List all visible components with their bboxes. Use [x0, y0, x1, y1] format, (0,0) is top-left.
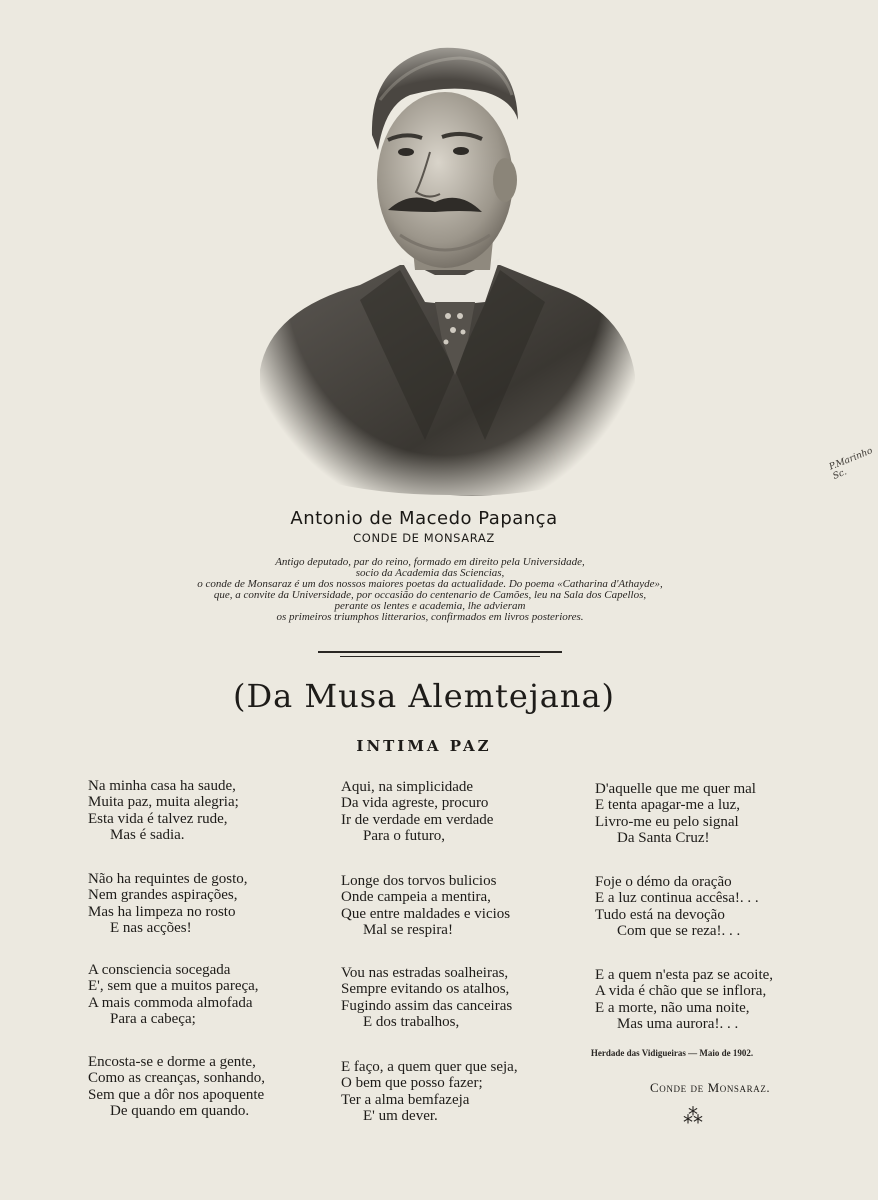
poem-title: INTIMA PAZ	[356, 737, 492, 755]
verse-line: Sempre evitando os atalhos,	[341, 981, 510, 998]
verse-line: Da vida agreste, procuro	[341, 795, 489, 812]
verse-line: E a quem n'esta paz se acoite,	[595, 967, 774, 983]
portrait-engraving	[250, 40, 875, 495]
verse-line: Na minha casa ha saude,	[88, 778, 236, 794]
portrait-name: Antonio de Macedo Papança	[290, 508, 558, 529]
stanza	[88, 962, 338, 1027]
author-signature: Conde de Monsaraz.	[650, 1080, 771, 1095]
bio-line: Antigo deputado, par do reino, formado em direito pela Universidade,	[275, 556, 585, 568]
verse-line: Mas uma aurora!. . .	[617, 1015, 739, 1032]
place-date: Herdade das Vidigueiras — Maio de 1902.	[590, 1048, 754, 1058]
stanza	[341, 965, 591, 1030]
verse-line: O bem que posso fazer;	[341, 1075, 483, 1092]
verse-line: D'aquelle que me quer mal	[595, 781, 756, 797]
verse-line: Para o futuro,	[363, 827, 446, 844]
verse-line: De quando em quando.	[110, 1102, 250, 1119]
verse-line: E', sem que a muitos pareça,	[88, 978, 259, 995]
divider-rule-thin	[340, 656, 540, 657]
verse-line: Mas é sadia.	[110, 826, 185, 843]
biography	[160, 557, 700, 623]
verse-line: Muita paz, muita alegria;	[88, 794, 239, 811]
verse-line: A vida é chão que se inflora,	[595, 983, 767, 1000]
verse-line: Que entre maldades e vicios	[341, 905, 511, 922]
verse-line: Mal se respira!	[363, 921, 453, 938]
bio-line: perante os lentes e academia, lhe advieram	[334, 600, 526, 612]
stanza	[595, 874, 845, 939]
verse-line: Fugindo assim das canceiras	[341, 997, 513, 1014]
verse-line: Tudo está na devoção	[595, 906, 725, 923]
verse-line: Para a cabeça;	[110, 1010, 196, 1027]
verse-line: Mas ha limpeza no rosto	[88, 903, 236, 920]
verse-line: Como as creanças, sonhando,	[88, 1070, 266, 1087]
bio-line: o conde de Monsaraz é um dos nossos maiores poetas da actualidade. Do poema «Catharina d'Athayde»,	[197, 578, 663, 590]
stanza	[595, 781, 845, 846]
engraver-signature: P.Marinho Sc.	[827, 446, 875, 482]
verse-line: Encosta-se e dorme a gente,	[88, 1054, 256, 1070]
verse-line: E tenta apagar-me a luz,	[595, 797, 741, 814]
section-heading: (Da Musa Alemtejana)	[232, 677, 616, 715]
verse-line: Foje o démo da oração	[595, 874, 732, 890]
stanza	[88, 778, 338, 843]
stanza	[341, 779, 591, 844]
asterism-ornament: ⁂	[683, 1104, 703, 1128]
stanza	[341, 1059, 591, 1124]
verse-line: Longe dos torvos bulicios	[341, 873, 497, 889]
verse-line: Com que se reza!. . .	[617, 922, 741, 939]
verse-line: Esta vida é talvez rude,	[88, 810, 228, 827]
verse-line: Vou nas estradas soalheiras,	[341, 965, 509, 981]
verse-line: Aqui, na simplicidade	[341, 779, 474, 795]
stanza	[88, 1054, 338, 1119]
verse-line: E nas acções!	[110, 919, 192, 936]
verse-line: Onde campeia a mentira,	[341, 889, 491, 906]
verse-line: Da Santa Cruz!	[617, 829, 710, 846]
verse-line: Não ha requintes de gosto,	[88, 871, 248, 887]
verse-line: Nem grandes aspirações,	[88, 887, 238, 904]
verse-line: E a luz continua accêsa!. . .	[595, 890, 759, 907]
bio-line: socio da Academia das Sciencias,	[355, 567, 505, 579]
stanza	[595, 967, 845, 1032]
verse-line: Ir de verdade em verdade	[341, 811, 494, 828]
divider-rule	[318, 651, 562, 653]
verse-line: Sem que a dôr nos apoquente	[88, 1086, 265, 1103]
verse-line: Livro-me eu pelo signal	[595, 813, 739, 830]
verse-line: E a morte, não uma noite,	[595, 999, 750, 1016]
stanza	[341, 873, 591, 938]
verse-line: E dos trabalhos,	[363, 1013, 460, 1030]
verse-line: Ter a alma bemfazeja	[341, 1091, 470, 1108]
verse-line: A consciencia socegada	[88, 962, 231, 978]
portrait-title: CONDE DE MONSARAZ	[353, 531, 495, 545]
stanza	[88, 871, 338, 936]
verse-line: E' um dever.	[363, 1107, 438, 1124]
verse-line: E faço, a quem quer que seja,	[341, 1059, 518, 1075]
portrait-illustration	[250, 40, 640, 495]
verse-line: A mais commoda almofada	[88, 994, 253, 1011]
bio-line: que, a convite da Universidade, por occasião do centenario de Camões, leu na Sala dos Capellos,	[213, 589, 647, 601]
bio-line: os primeiros triumphos litterarios, confirmados em livros posteriores.	[276, 611, 584, 623]
